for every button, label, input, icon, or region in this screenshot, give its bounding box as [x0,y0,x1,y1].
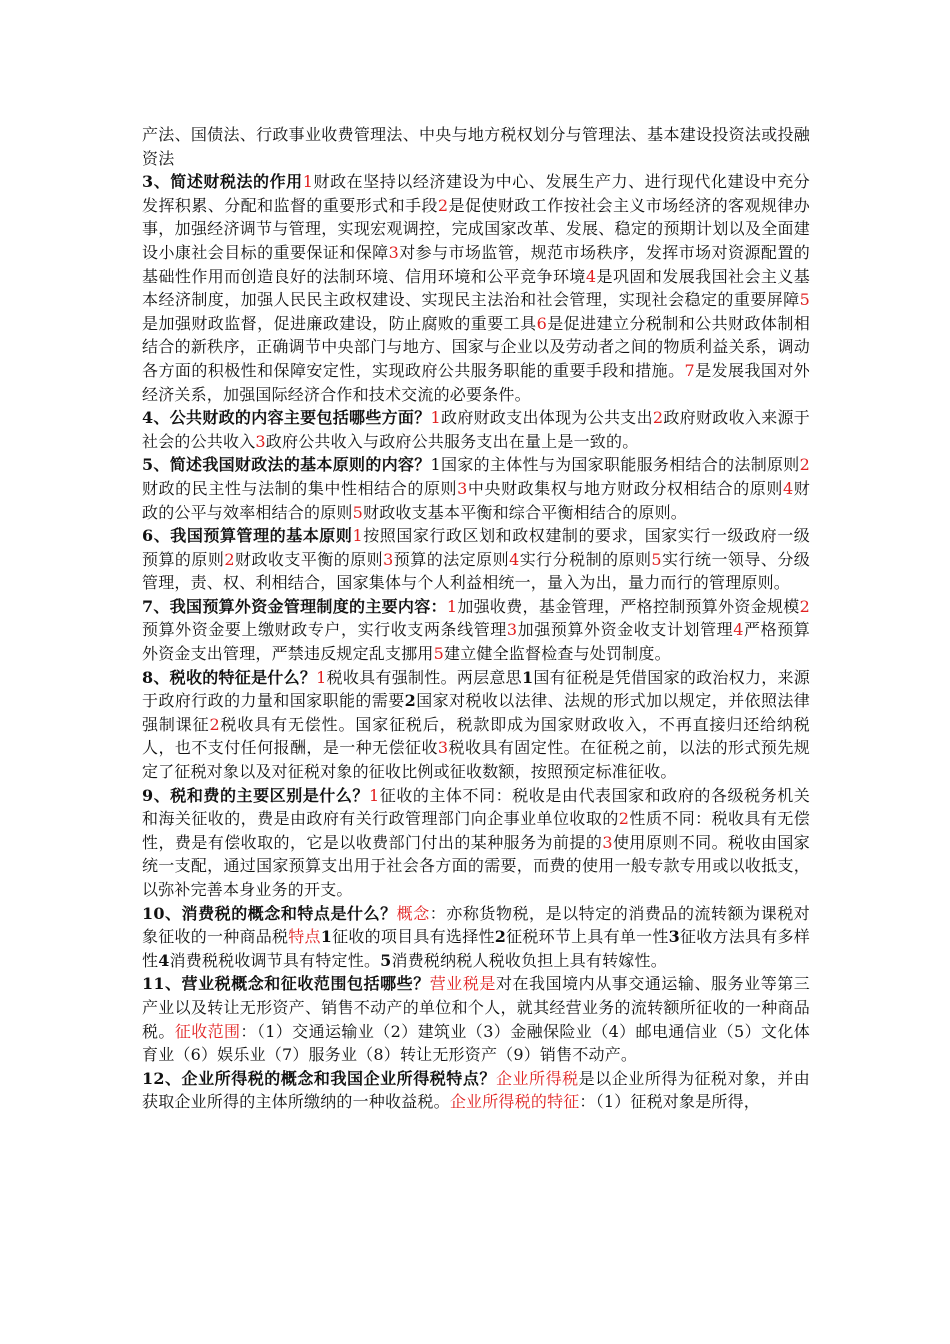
highlight-text-run: 2 [209,714,220,734]
paragraph-question-5 [142,453,810,524]
text-run: 严格预算外资金支出管理，严禁违反规定乱支挪用 [142,620,810,664]
highlight-text-run: 企业所得税 [495,1068,579,1088]
highlight-text-run: 1 [430,408,441,428]
text-run: 税收具有无偿性。国家征税后，税款即成为国家财政收入，不再直接归还给纳税人，也不支付任何报酬，是一种无偿征收 [142,714,810,758]
highlight-text-run: 3 [255,431,266,451]
highlight-text-run: 3 [383,549,394,569]
text-run: 是促使财政工作按社会主义市场经济的客观规律办事，加强经济调节与管理，实现宏观调控，完成国家改革、发展、稳定的预期计划以及全面建设小康社会目标的重要保证和保障 [142,195,810,262]
highlight-text-run: 3 [388,242,399,262]
bold-text-run: 11、营业税概念和征收范围包括哪些？ [142,974,430,994]
text-run: 财政的民主性与法制的集中性相结合的原则 [142,478,458,498]
highlight-text-run: 概念 [396,903,430,923]
highlight-text-run: 2 [224,549,235,569]
highlight-text-run: 3 [602,832,613,852]
bold-text-run: 1 [320,927,333,947]
text-run: 财政的公平与效率相结合的原则 [142,478,810,522]
text-run: 征税环节上具有单一性 [506,927,669,947]
bold-text-run: 1 [521,667,534,687]
text-run: ：（1）征税对象是所得， [579,1092,761,1112]
highlight-text-run: 3 [437,738,449,758]
highlight-text-run: 1 [302,172,314,192]
bold-text-run: 2 [404,691,417,711]
document-page [142,123,810,1114]
text-run: 税收具有固定性。在征税之前，以法的形式预先规定了征税对象以及对征税对象的征收比例或征收数额，按照预定标准征收。 [142,738,810,782]
highlight-text-run: 5 [433,644,444,664]
text-run: 税收具有强制性。两层意思 [326,667,522,687]
text-run: 预算外资金要上缴财政专户，实行收支两条线管理 [142,620,507,640]
text-run: 加强预算外资金收支计划管理 [517,620,734,640]
highlight-text-run: 征收范围 [174,1021,241,1041]
paragraph-question-12 [142,1067,810,1114]
bold-text-run: 2 [494,927,507,947]
text-run: 国家的主体性与为国家职能服务相结合的法制原则 [440,455,800,475]
bold-text-run: 9、税和费的主要区别是什么？ [142,785,369,805]
paragraph-question-10 [142,902,810,973]
text-run: 性质不同：税收具有无偿性，费是有偿收取的，它是以收费部门付出的某种服务为前提的 [142,809,810,852]
bold-text-run: 3、简述财税法的作用 [142,172,303,192]
text-run: 政府公共收入与政府公共服务支出在量上是一致的。 [265,431,639,451]
text-run: 加强收费，基金管理，严格控制预算外资金规模 [457,596,800,616]
paragraph-1 [142,123,810,170]
paragraph-question-3 [142,170,810,406]
text-run: 政府财政支出体现为公共支出 [440,408,653,428]
bold-text-run: 5、简述我国财政法的基本原则的内容？ [142,455,431,475]
text-run: 预算的法定原则 [393,549,510,569]
highlight-text-run: 2 [652,408,664,428]
highlight-text-run: 2 [618,809,630,829]
highlight-text-run: 4 [783,478,794,498]
text-run: 实行分税制的原则 [519,549,652,569]
text-run: 征收的项目具有选择性 [332,927,495,947]
highlight-text-run: 5 [352,502,363,522]
highlight-text-run: 5 [799,290,810,310]
paragraph-question-7 [142,595,810,666]
text-run: 建立健全监督检查与处罚制度。 [444,644,671,664]
text-run: 征收方法具有多样性 [142,927,810,970]
text-run: 财政收支平衡的原则 [234,549,384,569]
bold-text-run: 7、我国预算外资金管理制度的主要内容： [142,596,447,616]
text-run: 对参与市场监管，规范市场秩序，发挥市场对资源配置的基础性作用而创造良好的法制环境、信用环境和公平竞争环境 [142,242,810,286]
paragraph-question-4 [142,406,810,453]
highlight-text-run: 2 [799,596,810,616]
text-run: 财政在坚持以经济建设为中心、发展生产力、进行现代化建设中充分发挥积累、分配和监督的重要形式和手段 [142,172,810,215]
highlight-text-run: 1 [316,667,327,687]
text-run: 1 [430,455,441,475]
highlight-text-run: 1 [446,596,458,616]
text-run: 政府财政收入来源于社会的公共收入 [142,408,811,451]
bold-text-run: 10、消费税的概念和特点是什么？ [142,903,397,923]
bold-text-run: 3 [668,927,680,947]
text-run: 是以企业所得为征税对象，并由获取企业所得的主体所缴纳的一种收益税。 [142,1068,810,1112]
text-run: 实行统一领导、分级管理，责、权、利相结合，国家集体与个人利益相统一，量入为出，量力而行的管理原则。 [142,549,810,593]
bold-text-run: 4、公共财政的内容主要包括哪些方面？ [142,408,431,428]
highlight-text-run: 特点 [288,927,321,947]
bold-text-run: 6、我国预算管理的基本原则 [142,526,353,546]
paragraph-question-11 [142,972,810,1066]
paragraph-question-6 [142,524,810,595]
highlight-text-run: 7 [684,360,695,380]
highlight-text-run: 3 [506,620,518,640]
text-run: 对在我国境内从事交通运输、服务业等第三产业以及转让无形资产、销售不动产的单位和个人，就其经营业务的流转额所征收的一种商品税。 [142,974,810,1041]
paragraph-question-8 [142,666,810,784]
text-run: 征收的主体不同：税收是由代表国家和政府的各级税务机关和海关征收的，费是由政府有关行政管理部门向企事业单位收取的 [142,785,810,829]
text-run: 使用原则不同。税收由国家统一支配，通过国家预算支出用于社会各方面的需要，而费的使用一般专款专用或以收抵支，以弥补完善本身业务的开支。 [142,832,810,899]
highlight-text-run: 营业税是 [429,974,496,994]
bold-text-run: 5 [380,950,392,970]
text-run: 国家对税收以法律、法规的形式加以规定，并依照法律强制课征 [142,691,811,734]
text-run: 消费税纳税人税收负担上具有转嫁性。 [391,950,667,970]
highlight-text-run: 1 [352,526,363,546]
bold-text-run: 8、税收的特征是什么？ [142,667,317,687]
highlight-text-run: 企业所得税的特征 [449,1092,580,1112]
text-run: 产法、国债法、行政事业收费管理法、中央与地方税权划分与管理法、基本建设投资法或投融资法 [142,125,810,168]
highlight-text-run: 2 [799,455,811,475]
text-run: ：亦称货物税，是以特定的消费品的流转额为课税对象征收的一种商品税 [142,903,810,947]
highlight-text-run: 1 [369,785,380,805]
text-run: 国有征税是凭借国家的政治权力，来源于政府行政的力量和国家职能的需要 [142,667,810,711]
text-run: 是加强财政监督，促进廉政建设，防止腐败的重要工具 [142,313,537,333]
paragraph-question-9 [142,784,810,902]
highlight-text-run: 2 [437,195,449,215]
text-run: 财政收支基本平衡和综合平衡相结合的原则。 [363,502,688,522]
text-run: 消费税税收调节具有特定性。 [169,950,381,970]
highlight-text-run: 3 [457,478,468,498]
text-run: 是巩固和发展我国社会主义基本经济制度，加强人民民主政权建设、实现民主法治和社会管理，实现社会稳定的重要屏障 [142,266,810,310]
text-run: 中央财政集权与地方财政分权相结合的原则 [467,478,784,498]
text-run: 按照国家行政区划和政权建制的要求，国家实行一级政府一级预算的原则 [142,526,810,569]
highlight-text-run: 5 [651,549,662,569]
highlight-text-run: 6 [536,313,547,333]
highlight-text-run: 4 [509,549,520,569]
text-run: 是发展我国对外经济关系，加强国际经济合作和技术交流的必要条件。 [142,360,810,404]
text-run: ：（1）交通运输业（2）建筑业（3）金融保险业（4）邮电通信业（5）文化体育业（6）娱乐业（7）服务业（8）转让无形资产（9）销售不动产。 [142,1021,810,1065]
highlight-text-run: 4 [733,620,744,640]
bold-text-run: 12、企业所得税的概念和我国企业所得税特点？ [142,1068,496,1088]
text-run: 是促进建立分税制和公共财政体制相结合的新秩序，正确调节中央部门与地方、国家与企业以及劳动者之间的物质利益关系，调动各方面的积极性和保障安定性，实现政府公共服务职能的重要手段和措施。 [142,313,810,380]
highlight-text-run: 4 [585,266,597,286]
bold-text-run: 4 [158,950,170,970]
